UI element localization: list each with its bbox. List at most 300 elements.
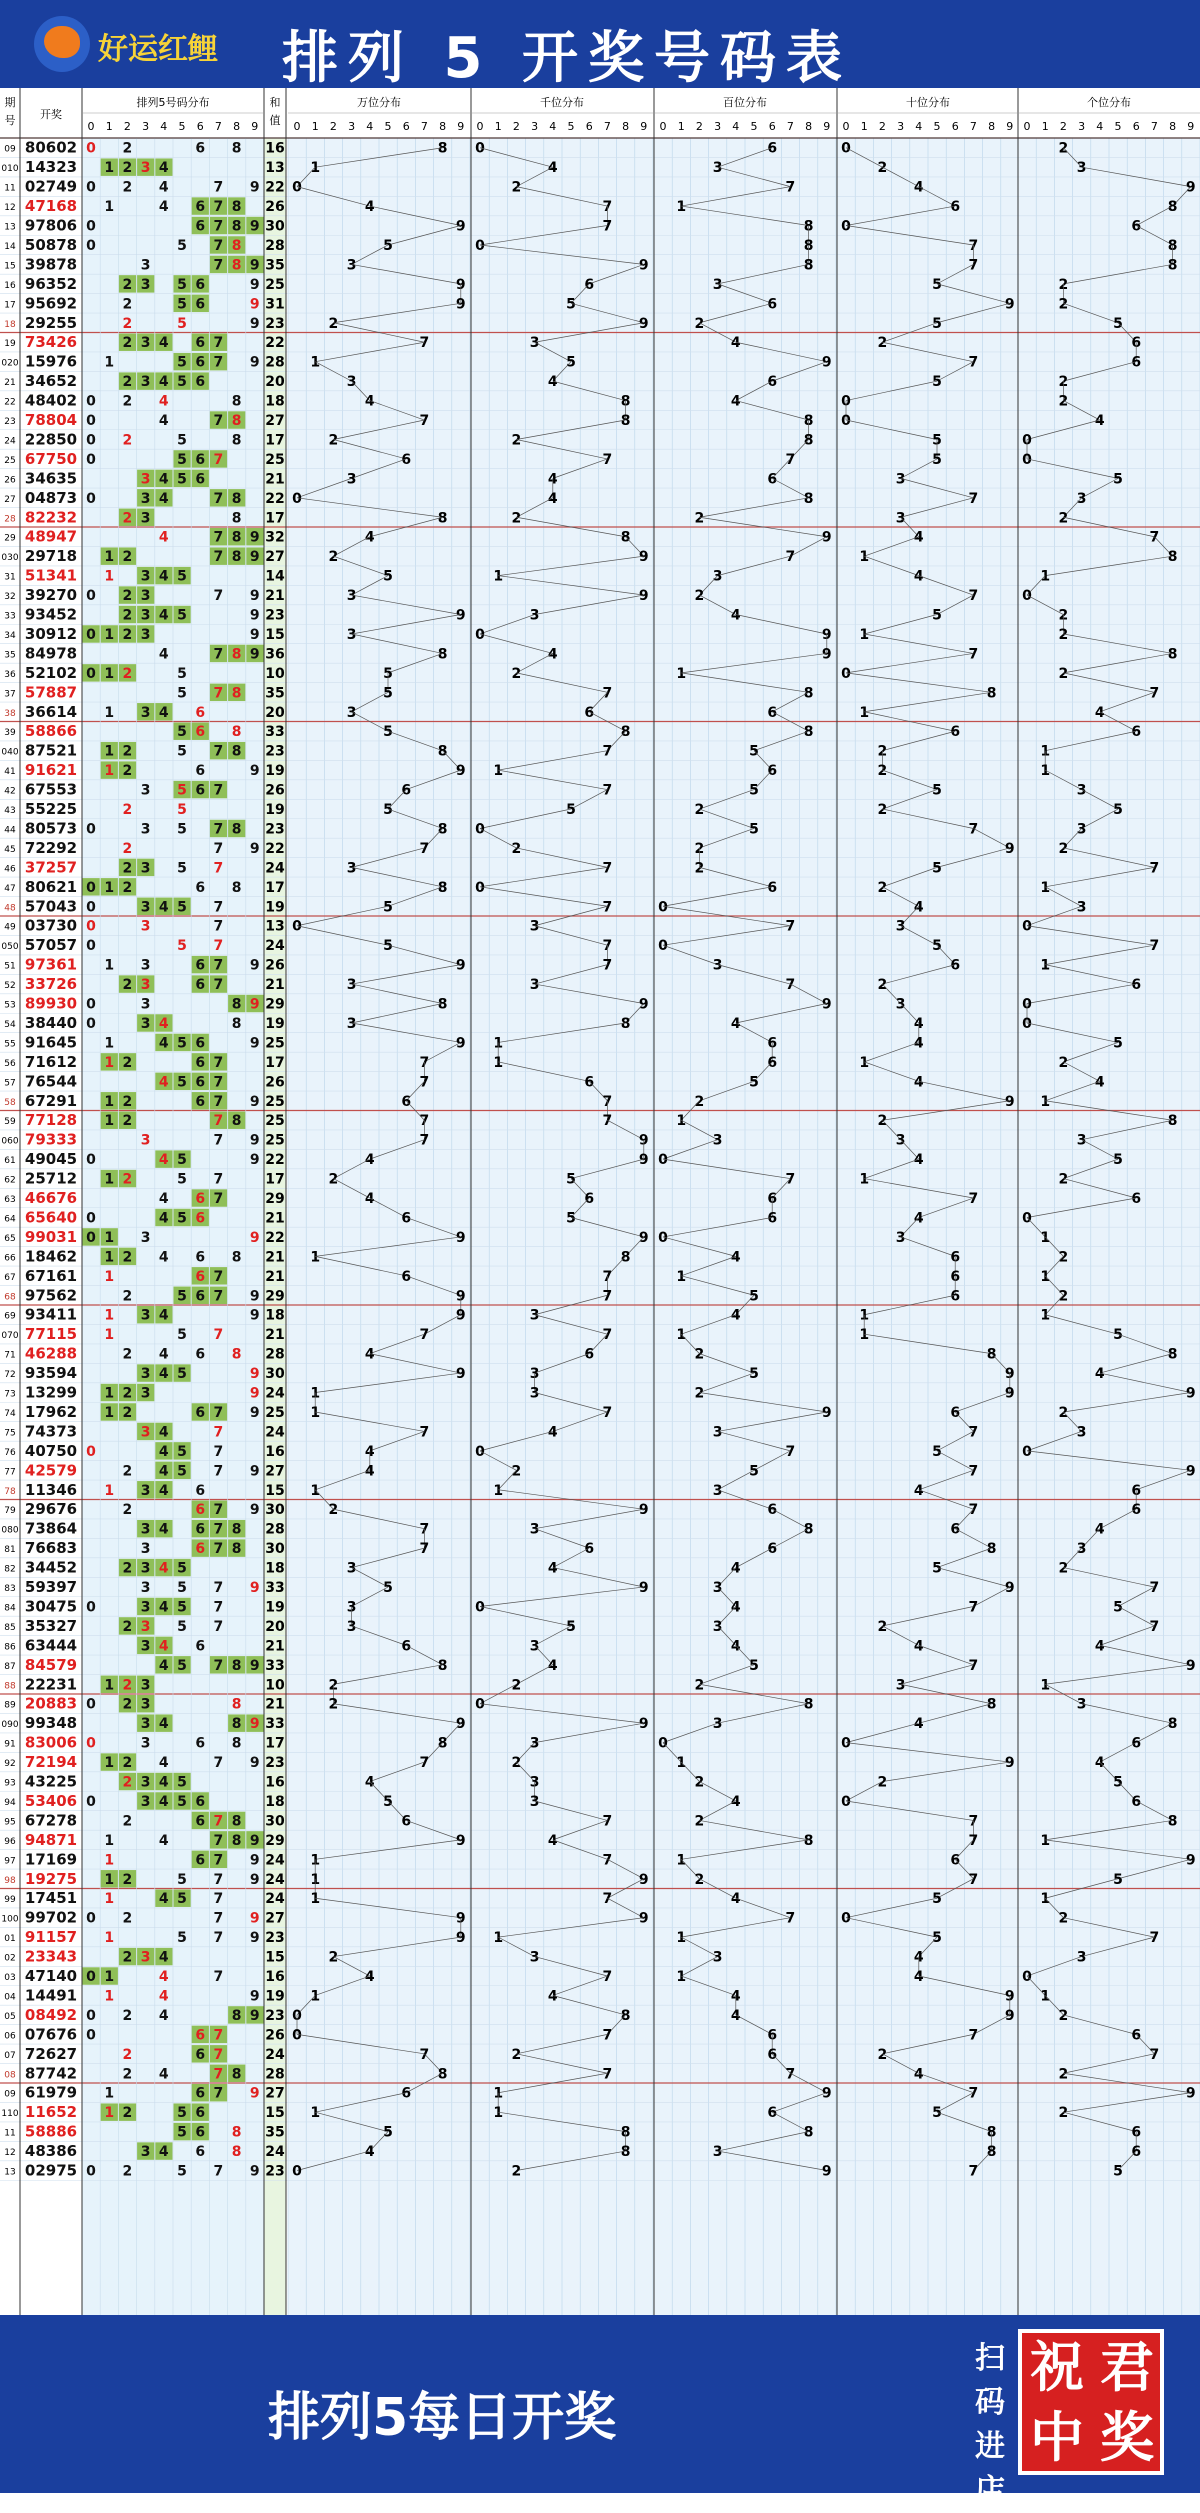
section-digit-label: 1 <box>494 120 502 133</box>
position-digit: 3 <box>346 977 357 994</box>
position-digit: 7 <box>968 1599 979 1616</box>
distribution-digit: 1 <box>104 160 115 177</box>
distribution-digit: 2 <box>122 2046 133 2063</box>
position-digit: 7 <box>602 1404 613 1421</box>
position-digit: 5 <box>383 685 393 702</box>
position-digit: 8 <box>803 218 814 235</box>
section-title: 万位分布 <box>357 96 401 109</box>
distribution-digit: 6 <box>195 782 206 799</box>
position-digit: 5 <box>566 1210 576 1227</box>
position-digit: 3 <box>712 1580 723 1597</box>
position-digit: 5 <box>1113 1871 1123 1888</box>
distribution-digit: 6 <box>195 1735 206 1752</box>
sum-cell: 24 <box>265 1385 285 1402</box>
position-digit: 1 <box>676 1268 687 1285</box>
position-digit: 3 <box>895 510 906 527</box>
distribution-digit: 0 <box>86 918 96 935</box>
distribution-digit: 1 <box>104 1327 115 1344</box>
distribution-digit: 1 <box>104 626 115 643</box>
distribution-digit: 0 <box>86 2007 96 2024</box>
distribution-digit: 0 <box>86 451 96 468</box>
stamp-char: 中 <box>1030 2406 1084 2469</box>
draw-cell: 23343 <box>24 1947 78 1966</box>
distribution-digit: 7 <box>213 490 224 507</box>
section-digit-label: 0 <box>293 120 301 133</box>
distribution-digit: 4 <box>158 1560 169 1577</box>
distribution-digit: 2 <box>122 315 133 332</box>
period-cell: 18 <box>4 319 16 330</box>
period-cell: 34 <box>4 630 16 641</box>
distribution-digit: 9 <box>249 529 260 546</box>
distribution-digit: 7 <box>213 1910 224 1927</box>
draw-cell: 29255 <box>24 313 78 332</box>
distribution-digit: 5 <box>177 1288 187 1305</box>
period-cell: 36 <box>4 669 16 680</box>
position-digit: 1 <box>310 1482 321 1499</box>
draw-cell: 43225 <box>24 1772 78 1791</box>
distribution-digit: 4 <box>158 160 169 177</box>
section-digit-label: 2 <box>878 120 886 133</box>
position-digit: 9 <box>821 626 832 643</box>
position-digit: 7 <box>968 588 979 605</box>
distribution-digit: 2 <box>122 1113 133 1130</box>
distribution-digit: 8 <box>231 685 242 702</box>
distribution-digit: 4 <box>158 374 169 391</box>
position-digit: 7 <box>602 860 613 877</box>
position-digit: 3 <box>712 1716 723 1733</box>
position-digit: 2 <box>694 315 705 332</box>
position-digit: 1 <box>676 665 687 682</box>
period-cell: 53 <box>4 1000 16 1011</box>
period-cell: 32 <box>4 592 16 603</box>
position-digit: 6 <box>950 1521 961 1538</box>
draw-cell: 77128 <box>24 1111 78 1130</box>
draw-cell: 11346 <box>24 1480 78 1499</box>
position-digit: 4 <box>364 2144 375 2161</box>
position-digit: 9 <box>821 2163 832 2180</box>
position-digit: 0 <box>1022 1015 1032 1032</box>
position-digit: 9 <box>638 1910 649 1927</box>
position-digit: 8 <box>1167 646 1178 663</box>
position-digit: 5 <box>1113 1599 1123 1616</box>
section-digit-label: 2 <box>329 120 337 133</box>
distribution-digit: 4 <box>158 1366 169 1383</box>
distribution-digit: 2 <box>122 2007 133 2024</box>
position-digit: 6 <box>401 1813 412 1830</box>
distribution-digit: 6 <box>195 218 206 235</box>
position-digit: 7 <box>1149 685 1160 702</box>
position-digit: 6 <box>950 1404 961 1421</box>
position-digit: 1 <box>1040 879 1051 896</box>
distribution-digit: 3 <box>140 510 151 527</box>
period-cell: 65 <box>4 1233 16 1244</box>
position-digit: 1 <box>859 704 870 721</box>
position-digit: 6 <box>950 1249 961 1266</box>
distribution-digit: 9 <box>249 588 260 605</box>
position-digit: 9 <box>455 1910 466 1927</box>
distribution-digit: 4 <box>158 1716 169 1733</box>
position-digit: 8 <box>1167 199 1178 216</box>
position-digit: 6 <box>950 199 961 216</box>
distribution-digit: 3 <box>140 276 151 293</box>
position-digit: 8 <box>1167 257 1178 274</box>
position-digit: 4 <box>547 646 558 663</box>
position-digit: 1 <box>493 2085 504 2102</box>
position-digit: 0 <box>841 1793 851 1810</box>
distribution-digit: 5 <box>177 1035 187 1052</box>
distribution-digit: 9 <box>249 763 260 780</box>
distribution-digit: 0 <box>86 1793 96 1810</box>
position-digit: 2 <box>694 840 705 857</box>
position-digit: 8 <box>437 1735 448 1752</box>
distribution-digit: 5 <box>177 354 187 371</box>
distribution-digit: 8 <box>231 529 242 546</box>
position-digit: 3 <box>1076 1696 1087 1713</box>
distribution-digit: 4 <box>158 1949 169 1966</box>
position-digit: 3 <box>712 160 723 177</box>
distribution-digit: 5 <box>177 568 187 585</box>
section-digit-label: 7 <box>420 120 428 133</box>
draw-cell: 39270 <box>24 586 78 605</box>
period-cell: 71 <box>4 1350 16 1361</box>
distribution-digit: 8 <box>231 218 242 235</box>
position-digit: 3 <box>529 1638 540 1655</box>
position-digit: 4 <box>730 2007 741 2024</box>
distribution-digit: 2 <box>122 879 133 896</box>
distribution-digit: 3 <box>140 1229 151 1246</box>
position-digit: 7 <box>419 1113 430 1130</box>
distribution-digit: 5 <box>177 1618 187 1635</box>
distribution-digit: 6 <box>195 1210 206 1227</box>
position-digit: 1 <box>493 2105 504 2122</box>
distribution-digit: 3 <box>140 626 151 643</box>
distribution-digit: 0 <box>86 393 96 410</box>
period-cell: 43 <box>4 806 16 817</box>
period-cell: 11 <box>4 2128 16 2139</box>
section-title: 十位分布 <box>906 96 950 109</box>
position-digit: 5 <box>749 1288 759 1305</box>
draw-cell: 22850 <box>24 430 78 449</box>
draw-cell: 33726 <box>24 975 78 994</box>
sum-cell: 22 <box>265 1152 285 1169</box>
period-cell: 77 <box>4 1467 16 1478</box>
header-digit-label: 0 <box>87 120 95 133</box>
position-digit: 7 <box>419 335 430 352</box>
draw-cell: 78804 <box>24 411 78 430</box>
section-digit-label: 5 <box>933 120 941 133</box>
draw-cell: 99031 <box>24 1227 78 1246</box>
position-digit: 3 <box>346 1015 357 1032</box>
position-digit: 1 <box>676 1327 687 1344</box>
distribution-digit: 3 <box>140 1696 151 1713</box>
position-digit: 5 <box>1113 1327 1123 1344</box>
draw-cell: 93452 <box>24 605 78 624</box>
distribution-digit: 5 <box>177 1152 187 1169</box>
position-digit: 5 <box>383 237 393 254</box>
distribution-digit: 9 <box>249 840 260 857</box>
position-digit: 3 <box>529 1366 540 1383</box>
sum-cell: 17 <box>265 1054 285 1071</box>
position-digit: 0 <box>1022 588 1032 605</box>
distribution-digit: 4 <box>158 646 169 663</box>
position-digit: 0 <box>292 2007 302 2024</box>
distribution-digit: 1 <box>104 1677 115 1694</box>
period-cell: 57 <box>4 1078 16 1089</box>
distribution-digit: 0 <box>86 1910 96 1927</box>
scan-to-store-text: 扫码进店 <box>975 2341 1005 2508</box>
distribution-digit: 2 <box>122 549 133 566</box>
draw-cell: 83006 <box>24 1733 78 1752</box>
position-digit: 8 <box>803 724 814 741</box>
position-digit: 4 <box>1094 413 1105 430</box>
distribution-digit: 9 <box>249 257 260 274</box>
position-digit: 1 <box>310 160 321 177</box>
distribution-digit: 7 <box>213 821 224 838</box>
distribution-digit: 4 <box>158 1424 169 1441</box>
sum-cell: 22 <box>265 490 285 507</box>
position-digit: 9 <box>1004 1093 1015 1110</box>
distribution-digit: 7 <box>213 529 224 546</box>
draw-cell: 57043 <box>24 897 78 916</box>
distribution-digit: 0 <box>86 179 96 196</box>
position-digit: 4 <box>730 1793 741 1810</box>
sum-cell: 26 <box>265 2027 285 2044</box>
period-cell: 99 <box>4 1895 16 1906</box>
draw-cell: 93411 <box>24 1305 78 1324</box>
period-cell: 24 <box>4 436 16 447</box>
period-cell: 050 <box>1 942 19 953</box>
position-digit: 2 <box>694 802 705 819</box>
position-digit: 7 <box>419 1755 430 1772</box>
position-digit: 7 <box>1149 529 1160 546</box>
header-period-label: 期 <box>4 96 16 109</box>
distribution-digit: 4 <box>158 1210 169 1227</box>
period-cell: 49 <box>4 922 16 933</box>
position-digit: 9 <box>1004 2007 1015 2024</box>
period-cell: 14 <box>4 241 16 252</box>
distribution-digit: 7 <box>213 2163 224 2180</box>
position-digit: 7 <box>602 1113 613 1130</box>
position-digit: 7 <box>602 2066 613 2083</box>
position-digit: 2 <box>1058 393 1069 410</box>
distribution-digit: 7 <box>213 2066 224 2083</box>
distribution-digit: 9 <box>249 296 260 313</box>
draw-cell: 67750 <box>24 449 78 468</box>
position-digit: 3 <box>529 335 540 352</box>
distribution-digit: 9 <box>249 1229 260 1246</box>
distribution-digit: 0 <box>86 1229 96 1246</box>
distribution-digit: 9 <box>249 1385 260 1402</box>
draw-cell: 72627 <box>24 2044 78 2063</box>
period-cell: 100 <box>1 1914 19 1925</box>
distribution-digit: 3 <box>140 1541 151 1558</box>
position-digit: 4 <box>547 1424 558 1441</box>
sum-cell: 16 <box>265 140 285 157</box>
period-cell: 23 <box>4 417 16 428</box>
distribution-digit: 1 <box>104 199 115 216</box>
sum-cell: 24 <box>265 1852 285 1869</box>
position-digit: 2 <box>877 1618 888 1635</box>
distribution-digit: 8 <box>231 2066 242 2083</box>
distribution-digit: 7 <box>213 1093 224 1110</box>
sum-cell: 17 <box>265 1171 285 1188</box>
position-digit: 8 <box>620 393 631 410</box>
distribution-digit: 2 <box>122 276 133 293</box>
section-digit-label: 4 <box>1096 120 1104 133</box>
position-digit: 3 <box>346 626 357 643</box>
distribution-digit: 3 <box>140 899 151 916</box>
position-digit: 2 <box>877 1113 888 1130</box>
position-digit: 7 <box>968 354 979 371</box>
position-digit: 5 <box>932 1443 942 1460</box>
position-digit: 4 <box>913 568 924 585</box>
position-digit: 9 <box>821 2085 832 2102</box>
position-digit: 7 <box>419 2046 430 2063</box>
period-cell: 41 <box>4 767 16 778</box>
position-digit: 8 <box>1167 1813 1178 1830</box>
position-digit: 1 <box>310 1852 321 1869</box>
distribution-digit: 3 <box>140 1599 151 1616</box>
period-cell: 97 <box>4 1856 16 1867</box>
position-digit: 6 <box>767 879 778 896</box>
distribution-digit: 4 <box>158 1035 169 1052</box>
sum-cell: 22 <box>265 1229 285 1246</box>
distribution-digit: 8 <box>231 237 242 254</box>
position-digit: 0 <box>1022 918 1032 935</box>
position-digit: 0 <box>841 1735 851 1752</box>
position-digit: 2 <box>511 2163 522 2180</box>
draw-cell: 97562 <box>24 1286 78 1305</box>
position-digit: 2 <box>877 335 888 352</box>
section-title: 个位分布 <box>1087 96 1131 109</box>
distribution-digit: 8 <box>231 1716 242 1733</box>
period-cell: 020 <box>1 358 19 369</box>
position-digit: 9 <box>638 1229 649 1246</box>
distribution-digit: 4 <box>158 2066 169 2083</box>
distribution-digit: 9 <box>249 1463 260 1480</box>
position-digit: 0 <box>475 821 485 838</box>
distribution-digit: 0 <box>86 665 96 682</box>
distribution-digit: 1 <box>104 704 115 721</box>
position-digit: 9 <box>821 996 832 1013</box>
position-digit: 0 <box>1022 1443 1032 1460</box>
distribution-digit: 1 <box>104 1249 115 1266</box>
distribution-digit: 7 <box>213 646 224 663</box>
position-digit: 0 <box>1022 996 1032 1013</box>
position-digit: 2 <box>328 432 339 449</box>
sum-cell: 26 <box>265 199 285 216</box>
distribution-digit: 2 <box>122 335 133 352</box>
position-digit: 2 <box>1058 1404 1069 1421</box>
position-digit: 8 <box>803 685 814 702</box>
position-digit: 6 <box>767 1035 778 1052</box>
distribution-digit: 9 <box>249 1716 260 1733</box>
position-digit: 2 <box>1058 1288 1069 1305</box>
distribution-digit: 3 <box>140 1793 151 1810</box>
distribution-digit: 8 <box>231 393 242 410</box>
position-digit: 8 <box>803 1832 814 1849</box>
position-digit: 1 <box>493 1035 504 1052</box>
distribution-digit: 7 <box>213 1191 224 1208</box>
position-digit: 6 <box>767 2105 778 2122</box>
distribution-digit: 9 <box>249 1755 260 1772</box>
distribution-digit: 4 <box>158 1638 169 1655</box>
section-digit-label: 0 <box>1023 120 1031 133</box>
position-digit: 9 <box>638 549 649 566</box>
position-digit: 9 <box>455 1035 466 1052</box>
position-digit: 8 <box>437 821 448 838</box>
position-digit: 9 <box>638 257 649 274</box>
sum-cell: 18 <box>265 393 285 410</box>
distribution-digit: 2 <box>122 296 133 313</box>
position-digit: 2 <box>877 763 888 780</box>
distribution-digit: 4 <box>158 2144 169 2161</box>
distribution-digit: 1 <box>104 2085 115 2102</box>
distribution-digit: 2 <box>122 2066 133 2083</box>
position-digit: 7 <box>968 1502 979 1519</box>
position-digit: 8 <box>986 2144 997 2161</box>
position-digit: 8 <box>620 1015 631 1032</box>
draw-cell: 53406 <box>24 1791 78 1810</box>
distribution-digit: 7 <box>213 1132 224 1149</box>
position-digit: 8 <box>803 490 814 507</box>
period-cell: 83 <box>4 1584 16 1595</box>
distribution-digit: 7 <box>213 179 224 196</box>
distribution-digit: 6 <box>195 1249 206 1266</box>
distribution-digit: 1 <box>104 743 115 760</box>
position-digit: 8 <box>437 743 448 760</box>
distribution-digit: 6 <box>195 1852 206 1869</box>
position-digit: 5 <box>932 315 942 332</box>
position-digit: 9 <box>638 1871 649 1888</box>
sum-cell: 25 <box>265 1093 285 1110</box>
position-digit: 8 <box>1167 1346 1178 1363</box>
sum-cell: 33 <box>265 724 285 741</box>
section-digit-label: 6 <box>585 120 593 133</box>
distribution-digit: 0 <box>86 140 96 157</box>
distribution-digit: 3 <box>140 471 151 488</box>
distribution-digit: 9 <box>249 1307 260 1324</box>
distribution-digit: 8 <box>231 1521 242 1538</box>
position-digit: 1 <box>859 549 870 566</box>
position-digit: 7 <box>602 1093 613 1110</box>
position-digit: 0 <box>841 665 851 682</box>
period-cell: 82 <box>4 1564 16 1575</box>
position-digit: 7 <box>968 2027 979 2044</box>
period-cell: 060 <box>1 1136 19 1147</box>
distribution-digit: 4 <box>158 471 169 488</box>
period-cell: 56 <box>4 1058 16 1069</box>
distribution-digit: 9 <box>249 354 260 371</box>
position-digit: 3 <box>346 860 357 877</box>
distribution-digit: 8 <box>231 2144 242 2161</box>
position-digit: 4 <box>913 1152 924 1169</box>
distribution-digit: 5 <box>177 938 187 955</box>
draw-cell: 17962 <box>24 1402 78 1421</box>
distribution-digit: 9 <box>249 1910 260 1927</box>
draw-cell: 67291 <box>24 1091 78 1110</box>
distribution-digit: 1 <box>104 1930 115 1947</box>
distribution-digit: 4 <box>158 1482 169 1499</box>
position-digit: 8 <box>986 1541 997 1558</box>
distribution-digit: 6 <box>195 763 206 780</box>
distribution-digit: 3 <box>140 1366 151 1383</box>
distribution-digit: 3 <box>140 1580 151 1597</box>
period-cell: 010 <box>1 164 19 175</box>
period-cell: 67 <box>4 1272 16 1283</box>
position-digit: 6 <box>584 1346 595 1363</box>
header-digit-label: 4 <box>160 120 168 133</box>
